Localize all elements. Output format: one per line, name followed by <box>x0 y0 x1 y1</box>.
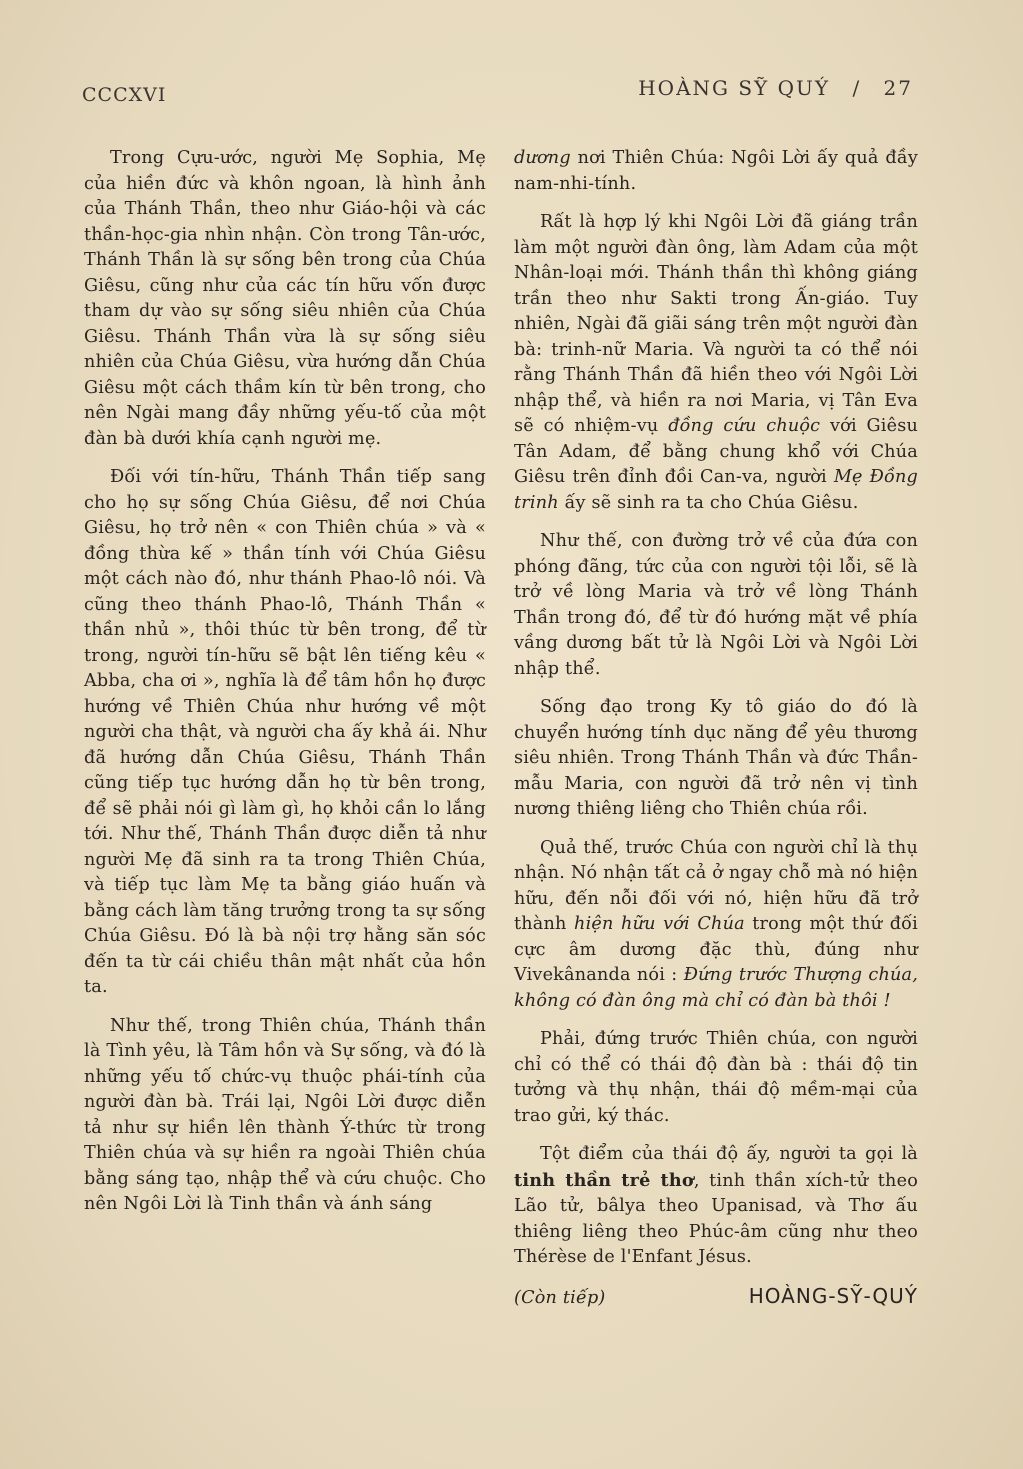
paragraph: Như thế, trong Thiên chúa, Thánh thần là Tình yêu, là Tâm hồn và Sự sống, và đó là những yếu tố chức-vụ thuộc phái-tính của người đàn bà. Trái lại, Ngôi Lời được diễn tả như sự hiền lên thành Ý-thức từ trong Thiên chúa và sự hiền ra ngoài Thiên chúa bằng sáng tạo, nhập thể và cứu chuộc. Cho nên Ngôi Lời là Tinh thần và ánh sáng <box>84 1015 486 1214</box>
bold-term: tinh thần trẻ thơ <box>514 1169 694 1191</box>
header-separator: / <box>852 76 862 100</box>
italic-quote: Đứng trước Thượng chúa, không có đàn ông mà chỉ có đàn bà thôi ! <box>514 965 919 1011</box>
paragraph: Đối với tín-hữu, Thánh Thần tiếp sang cho họ sự sống Chúa Giêsu, để nơi Chúa Giêsu, họ trở nên « con Thiên chúa » và « đồng thừa kế » thần tính với Chúa Giêsu một cách nào đó, như thánh Phao-lô nói. Và cũng theo thánh Phao-lô, Thánh Thần « thần nhủ », thôi thúc từ bên trong, để từ trong, người tín-hữu sẽ bật lên tiếng kêu « Abba, cha ơi », nghĩa là để tâm hồn họ được hướng về Thiên Chúa như hướng về một người cha thật, và người cha ấy khả ái. Như đã hướng dẫn Chúa Giêsu, Thánh Thần cũng tiếp tục hướng dẫn họ từ bên trong, để sẽ phải nói gì làm gì, họ khỏi cần lo lắng tới. Như thế, Thánh Thần được diễn tả như người Mẹ đã sinh ra ta trong Thiên Chúa, và tiếp tục làm Mẹ ta bằng giáo huấn và bằng cách làm tăng trưởng trong ta sự sống Chúa Giêsu. Đó là bà nội trợ hằng săn sóc đến ta từ cái chiều thân mật nhất của hồn ta. <box>84 467 486 997</box>
left-column <box>84 146 486 1231</box>
article-footer <box>514 1284 918 1312</box>
paragraph: Tột điểm của thái độ ấy, người ta gọi là tinh thần trẻ thơ, tinh thần xích-tử theo Lão tử, bâlya theo Upanisad, và Thơ ấu thiêng liêng theo Phúc-âm cũng như theo Thérèse de l'Enfant Jésus. <box>514 1144 918 1267</box>
page-number: 27 <box>883 76 913 100</box>
italic-term: đồng cứu chuộc <box>668 416 821 436</box>
italic-term: hiện hữu với Chúa <box>574 914 745 934</box>
italic-term: Mẹ Đồng trinh <box>514 467 918 513</box>
paragraph: Sống đạo trong Ky tô giáo do đó là chuyển hướng tính dục năng để yêu thương siêu nhiên. Trong Thánh Thần và đức Thần-mẫu Maria, con người đã trở nên vị tình nương thiêng liêng cho Thiên chúa rồi. <box>514 697 918 819</box>
paragraph: Rất là hợp lý khi Ngôi Lời đã giáng trần làm một người đàn ông, làm Adam của một Nhân-loại mới. Thánh thần thì không giáng trần theo như Sakti trong Ấn-giáo. Tuy nhiên, Ngài đã giãi sáng trên một người đàn bà: trinh-nữ Maria. Và người ta có thể nói rằng Thánh Thần đã hiền theo với Ngôi Lời nhập thể, và hiền ra nơi Maria, vị Tân Eva sẽ có nhiệm-vụ đồng cứu chuộc với Giêsu Tân Adam, để bằng chung khổ với Chúa Giêsu trên đỉnh đồi Can-va, người Mẹ Đồng trinh ấy sẽ sinh ra ta cho Chúa Giêsu. <box>514 212 918 513</box>
to-be-continued: (Còn tiếp) <box>514 1287 606 1308</box>
header-author-name: HOÀNG SỸ QUÝ <box>638 76 831 100</box>
paragraph: Phải, đứng trước Thiên chúa, con người chỉ có thể có thái độ đàn bà : thái độ tin tưởng và thụ nhận, thái độ mềm-mại của trao gửi, ký thác. <box>514 1029 918 1126</box>
author-signature: HOÀNG-SỸ-QUÝ <box>748 1283 918 1308</box>
running-header-author <box>638 76 913 100</box>
paragraph: Như thế, con đường trở về của đứa con phóng đãng, tức của con người tội lỗi, sẽ là trở về lòng Maria và trở về lòng Thánh Thần trong đó, để từ đó hướng mặt về phía vầng dương bất tử là Ngôi Lời và Ngôi Lời nhập thể. <box>514 531 918 679</box>
paragraph: Quả thế, trước Chúa con người chỉ là thụ nhận. Nó nhận tất cả ở ngay chỗ mà nó hiện hữu, đến nỗi đối với nó, hiện hữu đã trở thành hiện hữu với Chúa trong một thứ đối cực âm dương đặc thù, đúng như Vivekânanda nói : Đứng trước Thượng chúa, không có đàn ông mà chỉ có đàn bà thôi ! <box>514 837 919 1011</box>
paragraph-continued: dương nơi Thiên Chúa: Ngôi Lời ấy quả đầy nam-nhi-tính. <box>514 148 918 194</box>
paragraph: Trong Cựu-ước, người Mẹ Sophia, Mẹ của hiền đức và khôn ngoan, là hình ảnh của Thánh Thần, theo như Giáo-hội và các thần-học-gia nhìn nhận. Còn trong Tân-ước, Thánh Thần là sự sống bên trong của Chúa Giêsu, cũng như của các tín hữu vốn được tham dự vào sự sống siêu nhiên của Chúa Giêsu. Thánh Thần vừa là sự sống siêu nhiên của Chúa Giêsu, vừa hướng dẫn Chúa Giêsu một cách thầm kín từ bên trong, cho nên Ngài mang đầy những yếu-tố của một đàn bà dưới khía cạnh người mẹ. <box>84 148 486 449</box>
running-header-volume: CCCXVI <box>82 84 167 106</box>
italic-term: dương <box>514 148 571 168</box>
right-column <box>514 146 918 1311</box>
